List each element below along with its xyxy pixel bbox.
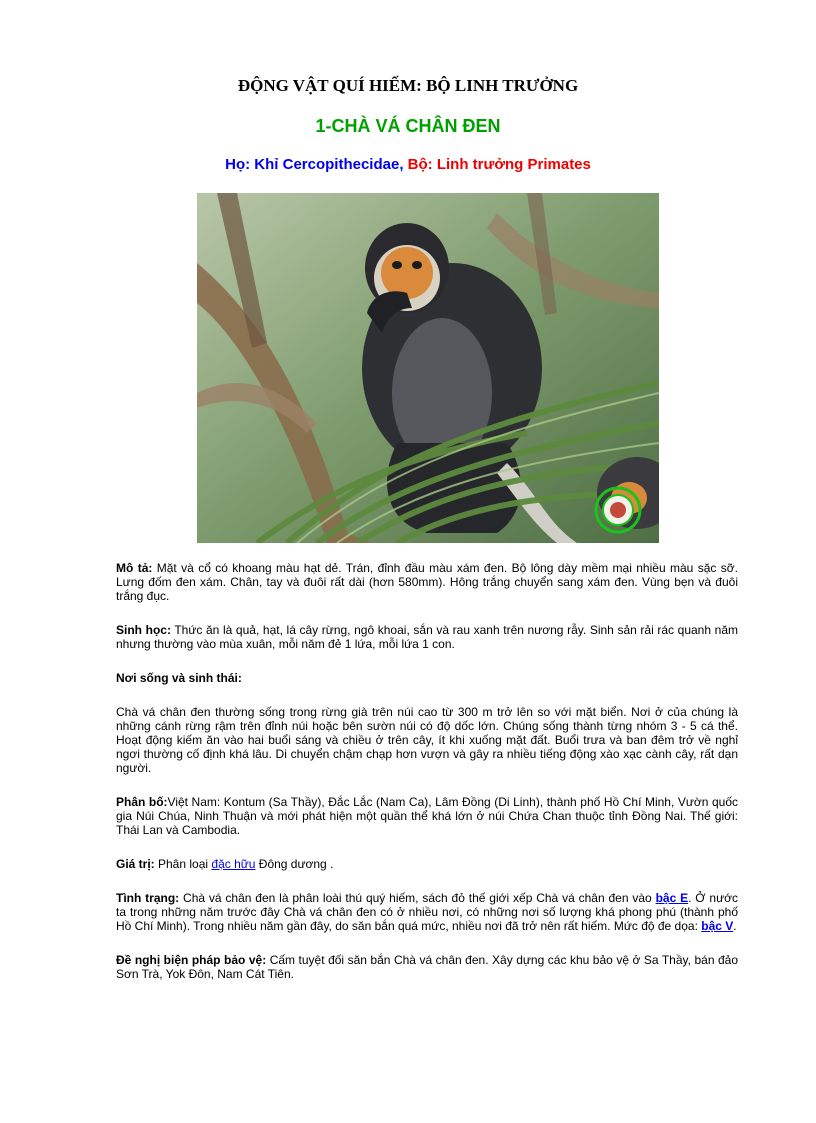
description-label: Mô tả: xyxy=(116,561,153,575)
distribution-text: Việt Nam: Kontum (Sa Thầy), Đắc Lắc (Nam Ca), Lâm Đồng (Di Linh), thành phố Hồ Chí Minh, Vườn quốc gia Núi Chúa, Ninh Thuận và mới phát hiện một quần thể khá lớn ở núi Chứa Chan thuộc tỉnh Đồng Nai. Thế giới: Thái Lan và Cambodia. xyxy=(116,795,739,837)
monkey-photo-illustration xyxy=(197,193,659,543)
value-text-pre: Phân loại xyxy=(154,857,212,871)
article-body xyxy=(116,561,738,1001)
habitat-paragraph xyxy=(116,705,738,775)
biology-text: Thức ăn là quả, hạt, lá cây rừng, ngô khoai, sắn và rau xanh trên nương rẫy. Sinh sản rải rác quanh năm nhưng thường vào mùa xuân, mỗi năm đẻ 1 lứa, mỗi lứa 1 con. xyxy=(116,623,738,651)
taxonomy-line xyxy=(0,156,816,173)
value-label: Giá trị: xyxy=(116,857,155,871)
description-paragraph xyxy=(116,561,738,603)
status-v-link[interactable]: bậc V xyxy=(701,919,734,933)
protection-label: Đề nghị biện pháp bảo vệ: xyxy=(116,953,267,967)
endemic-link[interactable]: đặc hữu xyxy=(211,857,256,871)
species-heading: 1-CHÀ VÁ CHÂN ĐEN xyxy=(315,116,501,136)
taxonomy-separator: , xyxy=(399,156,404,173)
status-text-post: . xyxy=(733,919,737,933)
status-text-mid: . Ở nước ta trong những năm trước đây Chà vá chân đen có ở nhiều nơi, có những nơi số lượng khá phong phú (thành phố Hồ Chí Minh). Trong nhiều năm gần đây, do săn bắn quá mức, nhiều nơi đã trở nên rất hiếm. Mức độ đe dọa: xyxy=(116,891,739,933)
habitat-text: Chà vá chân đen thường sống trong rừng già trên núi cao từ 300 m trở lên so với mặt biển. Nơi ở của chúng là những cánh rừng rậm trên đỉnh núi hoặc bên sườn núi có độ dốc lớn. Chúng sống thành từng nhóm 3 - 5 cá thể. Hoạt động kiếm ăn vào hai buổi sáng và chiều ở trên cây, ít khi xuống mặt đất. Buổi trưa và ban đêm trở về nghỉ ngơi thường cố định khá lâu. Di chuyển chậm chạp hơn vượn và gây ra nhiều tiếng động xào xạc cành cây, rất dạn người. xyxy=(116,705,738,775)
protection-paragraph xyxy=(116,953,738,981)
order-label: Bộ: Linh trưởng Primates xyxy=(403,156,591,173)
monkey-photo xyxy=(197,193,659,543)
page-title: ĐỘNG VẬT QUÍ HIẾM: BỘ LINH TRƯỞNG xyxy=(237,76,579,95)
description-text: Mặt và cổ có khoang màu hạt dẻ. Trán, đỉnh đầu màu xám đen. Bộ lông dày mềm mại nhiều màu sặc sỡ. Lưng đốm đen xám. Chân, tay và đuôi rất dài (hơn 580mm). Hông trắng chuyển sang xám đen. Vùng bẹn và đuôi trắng đục. xyxy=(116,561,738,603)
biology-paragraph xyxy=(116,623,738,651)
habitat-label: Nơi sống và sinh thái: xyxy=(116,671,242,685)
status-text-pre: Chà vá chân đen là phân loài thú quý hiếm, sách đỏ thế giới xếp Chà vá chân đen vào xyxy=(179,891,656,905)
status-e-link[interactable]: bậc E xyxy=(655,891,689,905)
biology-label: Sinh học: xyxy=(116,623,171,637)
family-label: Họ: Khỉ Cercopithecidae xyxy=(225,156,400,173)
protection-text: Cấm tuyệt đối săn bắn Chà vá chân đen. Xây dựng các khu bảo vệ ở Sa Thầy, bán đảo Sơn Trà, Yok Đôn, Nam Cát Tiên. xyxy=(116,953,739,981)
value-paragraph xyxy=(116,857,738,871)
distribution-label: Phân bố: xyxy=(116,795,168,809)
distribution-paragraph xyxy=(116,795,738,837)
status-paragraph xyxy=(116,891,738,933)
status-label: Tình trạng: xyxy=(116,891,180,905)
value-text-post: Đông dương . xyxy=(255,857,334,871)
habitat-heading-paragraph xyxy=(116,671,738,685)
